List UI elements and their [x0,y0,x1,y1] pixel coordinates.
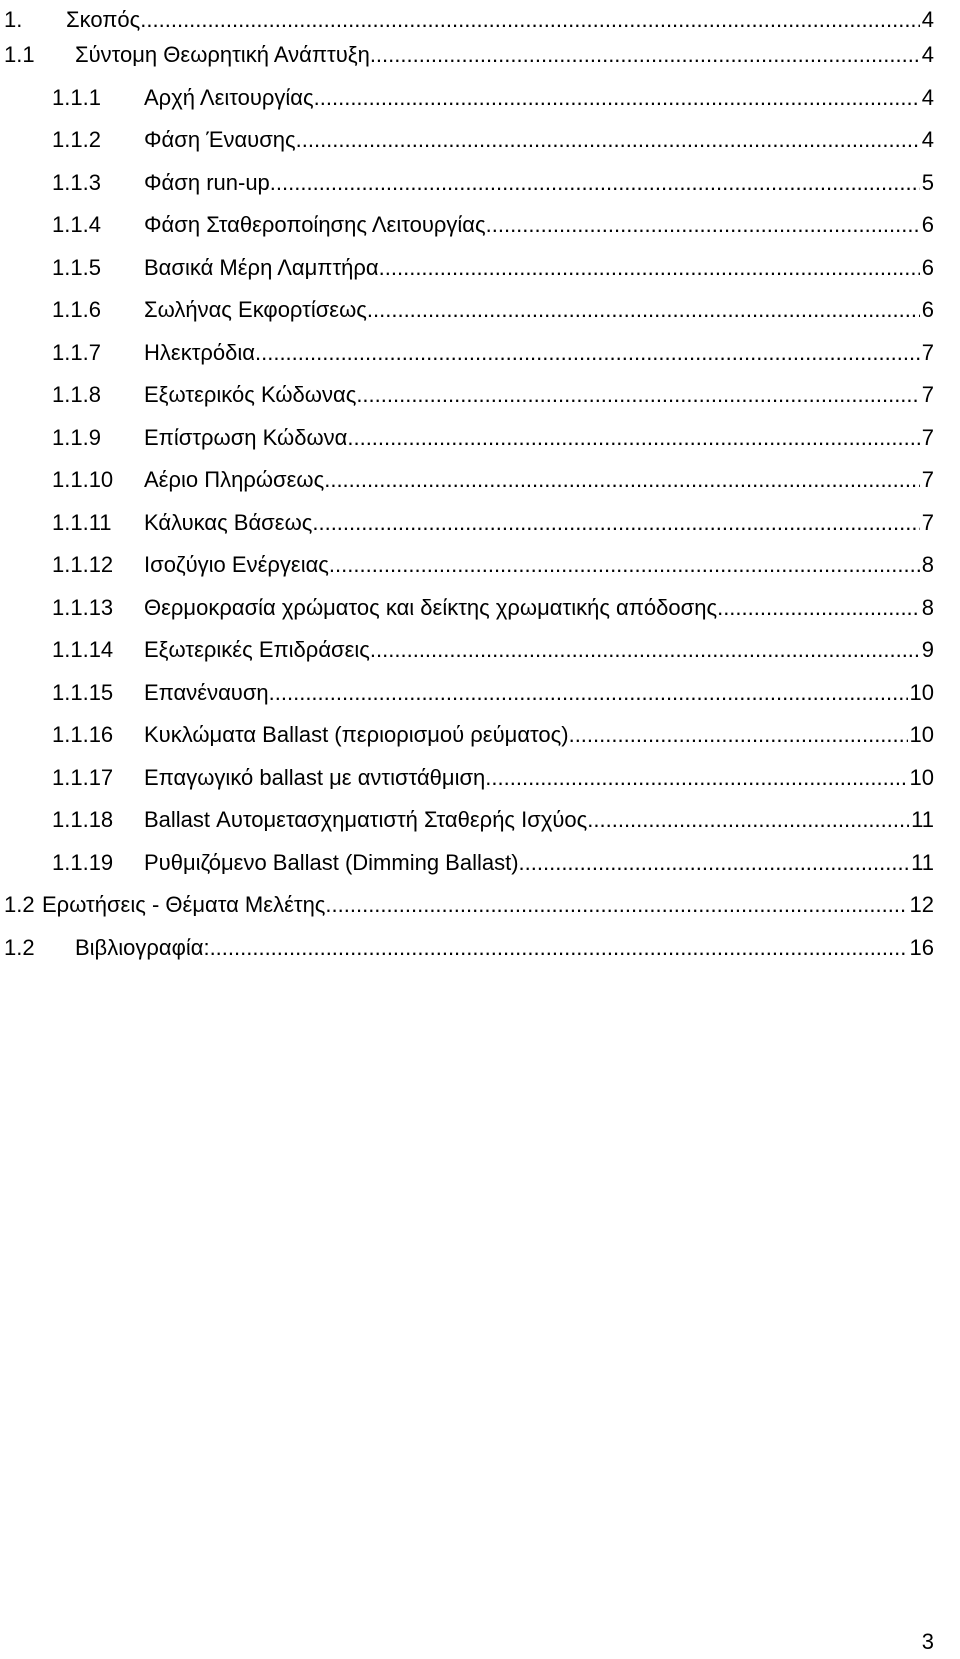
toc-entry-title: Βιβλιογραφία: [75,935,210,960]
toc-entry-number: 1.1.10 [52,467,114,492]
toc-leader-dots [324,465,920,495]
toc-entry-page: 4 [921,85,934,110]
page-number: 3 [921,1629,934,1654]
toc-entry-number: 1.1.16 [52,722,114,747]
toc-entry-title: Επανέναυση [144,680,269,705]
toc-entry-number: 1.1.3 [52,170,101,195]
toc-entry-1-1-6[interactable] [0,295,934,325]
toc-entry-title: Εξωτερικός Κώδωνας [144,382,357,407]
toc-leader-dots [255,338,920,368]
toc-entry-number: 1.1.12 [52,552,114,577]
toc-entry-page: 8 [921,595,934,620]
toc-entry-1-1-14[interactable] [0,635,934,665]
toc-entry-page: 7 [921,467,934,492]
toc-entry-title: Φάση Σταθεροποίησης Λειτουργίας [144,212,486,237]
toc-entry-title: Σκοπός [66,7,141,32]
toc-leader-dots [312,508,919,538]
toc-leader-dots [296,125,920,155]
toc-entry-page: 4 [921,42,934,67]
toc-leader-dots [270,168,920,198]
toc-entry-1-2-questions[interactable] [0,890,934,920]
toc-entry-number: 1.1 [4,42,35,67]
toc-entry-1-1-19[interactable] [0,848,934,878]
toc-entry-1-1[interactable] [0,40,934,70]
toc-entry-1-2-bibliography[interactable] [0,933,934,963]
toc-entry-1-1-18[interactable] [0,805,934,835]
toc-entry-number: 1.1.2 [52,127,101,152]
toc-entry-title: Φάση run-up [144,170,270,195]
toc-entry-page: 6 [921,297,934,322]
toc-entry-page: 7 [921,510,934,535]
toc-entry-title: Αέριο Πληρώσεως [144,467,325,492]
toc-entry-title: Βασικά Μέρη Λαμπτήρα [144,255,379,280]
toc-leader-dots [269,678,908,708]
toc-entry-number: 1.1.15 [52,680,114,705]
toc-entry-page: 5 [921,170,934,195]
toc-entry-page: 10 [909,722,934,747]
toc-entry-number: 1.1.17 [52,765,114,790]
toc-entry-page: 11 [911,850,934,875]
toc-entry-1-1-12[interactable] [0,550,934,580]
toc-leader-dots [140,5,919,35]
toc-leader-dots [569,720,908,750]
toc-leader-dots [370,40,920,70]
toc-entry-number: 1.1.1 [52,85,101,110]
toc-leader-dots [370,635,920,665]
toc-entry-title: Θερμοκρασία χρώματος και δείκτης χρωματικής απόδοσης [144,595,718,620]
toc-leader-dots [485,763,907,793]
toc-entry-title: Επαγωγικό ballast με αντιστάθμιση [144,765,486,790]
toc-entry-title: Αρχή Λειτουργίας [144,85,314,110]
toc-entry-page: 10 [909,680,934,705]
toc-entry-number: 1.1.4 [52,212,101,237]
toc-leader-dots [519,848,910,878]
toc-entry-title: Κυκλώματα Ballast (περιορισμού ρεύματος) [144,722,569,747]
toc-entry-page: 6 [921,212,934,237]
toc-entry-1-1-15[interactable] [0,678,934,708]
toc-leader-dots [717,593,920,623]
toc-leader-dots [367,295,920,325]
toc-leader-dots [314,83,920,113]
toc-entry-1-1-10[interactable] [0,465,934,495]
toc-entry-page: 7 [921,425,934,450]
toc-leader-dots [210,933,908,963]
toc-entry-number: 1.2 [4,892,35,917]
toc-entry-page: 8 [921,552,934,577]
toc-entry-page: 4 [921,127,934,152]
toc-entry-page: 7 [921,340,934,365]
toc-entry-title: Επίστρωση Κώδωνα [144,425,348,450]
toc-entry-title: Ρυθμιζόμενο Ballast (Dimming Ballast) [144,850,519,875]
toc-entry-page: 11 [911,807,934,832]
toc-entry-1-1-7[interactable] [0,338,934,368]
toc-entry-page: 12 [909,892,934,917]
toc-leader-dots [347,423,919,453]
toc-entry-page: 6 [921,255,934,280]
toc-entry-page: 7 [921,382,934,407]
toc-entry-title: Σωλήνας Εκφορτίσεως [144,297,367,322]
toc-entry-number: 1.2 [4,935,35,960]
toc-entry-1-1-13[interactable] [0,593,934,623]
toc-leader-dots [379,253,920,283]
toc-entry-number: 1.1.8 [52,382,101,407]
toc-leader-dots [486,210,920,240]
toc-entry-number: 1. [4,7,23,32]
toc-entry-number: 1.1.5 [52,255,101,280]
toc-entry-1-1-4[interactable] [0,210,934,240]
toc-entry-title: Κάλυκας Βάσεως [144,510,313,535]
toc-leader-dots [325,890,907,920]
toc-entry-1-1-1[interactable] [0,83,934,113]
toc-entry-1-1-5[interactable] [0,253,934,283]
toc-entry-number: 1.1.6 [52,297,101,322]
toc-entry-1-1-2[interactable] [0,125,934,155]
toc-entry-title: Ισοζύγιο Ενέργειας [144,552,329,577]
toc-entry-number: 1.1.7 [52,340,101,365]
toc-entry-title: Ballast Αυτομετασχηματιστή Σταθερής Ισχύος [144,807,588,832]
toc-entry-number: 1.1.13 [52,595,114,620]
toc-entry-1-1-16[interactable] [0,720,934,750]
toc-entry-1-1-8[interactable] [0,380,934,410]
toc-entry-page: 4 [921,7,934,32]
toc-entry-1-1-11[interactable] [0,508,934,538]
toc-entry-number: 1.1.9 [52,425,101,450]
toc-entry-page: 10 [909,765,934,790]
toc-entry-number: 1.1.11 [52,510,112,535]
toc-entry-page: 16 [909,935,934,960]
toc-entry-title: Σύντομη Θεωρητική Ανάπτυξη [75,42,370,67]
toc-entry-title: Ηλεκτρόδια [144,340,255,365]
toc-entry-title: Ερωτήσεις - Θέματα Μελέτης [42,892,326,917]
toc-leader-dots [356,380,919,410]
toc-entry-number: 1.1.14 [52,637,114,662]
toc-entry-1[interactable] [0,5,934,35]
toc-entry-1-1-17[interactable] [0,763,934,793]
toc-entry-page: 9 [921,637,934,662]
toc-leader-dots [329,550,920,580]
toc-entry-1-1-9[interactable] [0,423,934,453]
toc-entry-number: 1.1.19 [52,850,114,875]
toc-entry-number: 1.1.18 [52,807,114,832]
toc-entry-title: Φάση Έναυσης [144,127,296,152]
toc-entry-1-1-3[interactable] [0,168,934,198]
toc-leader-dots [587,805,909,835]
toc-entry-title: Εξωτερικές Επιδράσεις [144,637,370,662]
